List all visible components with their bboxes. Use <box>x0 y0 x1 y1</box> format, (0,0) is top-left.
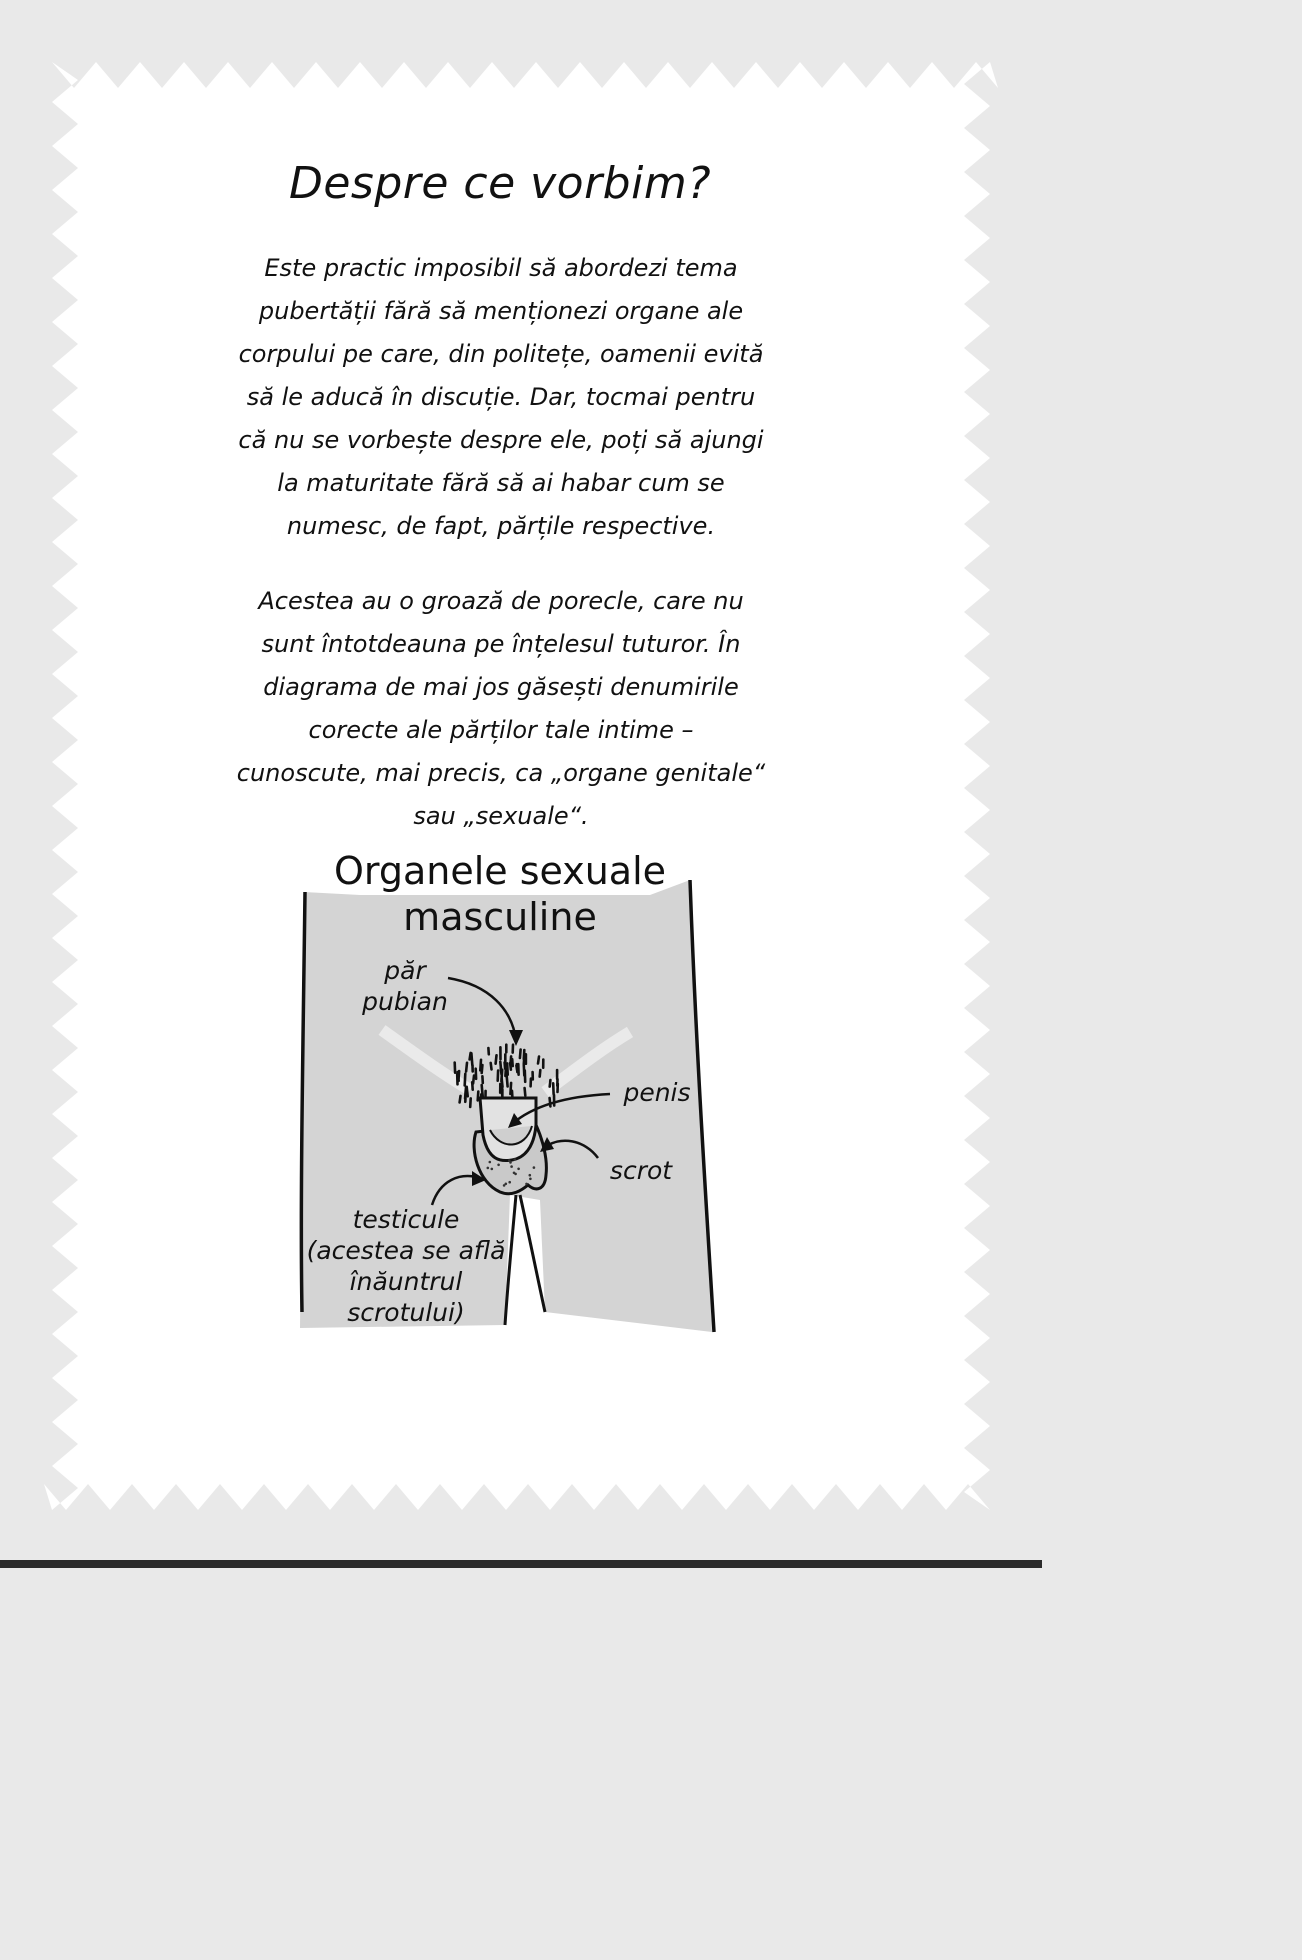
hair-stroke <box>511 1056 512 1064</box>
hair-stroke <box>538 1057 539 1064</box>
paragraph-2-line: sunt întotdeauna pe înțelesul tuturor. În <box>261 630 741 658</box>
bottom-edge-bar <box>0 1560 1042 1568</box>
texture-dot <box>508 1181 511 1184</box>
hair-stroke <box>478 1092 479 1101</box>
hair-stroke <box>550 1098 551 1106</box>
label-line: scrotului) <box>347 1298 465 1327</box>
hair-stroke <box>491 1063 492 1070</box>
label-scrot <box>596 1155 686 1186</box>
hair-stroke <box>460 1096 461 1103</box>
label-testicule <box>296 1204 516 1328</box>
label-line: pubian <box>362 987 448 1016</box>
paragraph-1-line: Este practic imposibil să abordezi tema <box>264 254 738 282</box>
label-line: păr <box>384 956 426 985</box>
hair-stroke <box>512 1059 513 1066</box>
texture-dot <box>513 1158 516 1161</box>
label-line: (acestea se află <box>306 1236 506 1265</box>
paragraph-1-line: la maturitate fără să ai habar cum se <box>277 469 725 497</box>
paragraph-2-line: corecte ale părților tale intime – <box>308 716 694 744</box>
paragraph-2-line: sau „sexuale“. <box>413 802 589 830</box>
texture-dot <box>517 1168 520 1171</box>
paragraph-1-line: pubertății fără să menționezi organe ale <box>258 297 744 325</box>
hair-stroke <box>525 1088 526 1095</box>
diagram-title-line: Organele sexuale <box>333 849 667 893</box>
hair-stroke <box>520 1050 521 1058</box>
hair-stroke <box>507 1076 508 1087</box>
hair-stroke <box>496 1055 497 1063</box>
texture-dot <box>513 1172 516 1175</box>
paragraph-1-line: corpului pe care, din politețe, oamenii evită <box>238 340 764 368</box>
label-penis <box>612 1077 702 1108</box>
hair-stroke <box>540 1070 541 1077</box>
label-par-pubian <box>350 955 460 1017</box>
paragraph-1 <box>216 247 786 548</box>
hair-stroke <box>467 1087 468 1097</box>
hair-stroke <box>507 1063 508 1074</box>
label-line: penis <box>623 1078 691 1107</box>
texture-dot <box>533 1166 536 1169</box>
paragraph-2-line: Acestea au o groază de porecle, care nu <box>258 587 744 615</box>
texture-dot <box>510 1165 513 1168</box>
hair-stroke <box>482 1065 483 1073</box>
hair-stroke <box>470 1053 471 1060</box>
hair-stroke <box>470 1098 471 1107</box>
texture-dot <box>529 1178 532 1181</box>
hair-stroke <box>465 1074 466 1086</box>
paragraph-1-line: numesc, de fapt, părțile respective. <box>286 512 716 540</box>
hair-stroke <box>516 1066 517 1073</box>
texture-dot <box>525 1183 528 1186</box>
label-line: scrot <box>609 1156 673 1185</box>
hair-stroke <box>501 1070 502 1081</box>
paragraph-2-line: cunoscute, mai precis, ca „organe genitale“ <box>236 759 766 787</box>
texture-dot <box>489 1161 492 1164</box>
hair-stroke <box>524 1054 525 1064</box>
texture-dot <box>503 1184 506 1187</box>
texture-dot <box>491 1168 494 1171</box>
paragraph-2 <box>216 580 786 838</box>
texture-dot <box>487 1167 490 1170</box>
page-title: Despre ce vorbim? <box>288 158 712 209</box>
label-line: testicule <box>352 1205 460 1234</box>
texture-dot <box>509 1161 512 1164</box>
hair-stroke <box>550 1080 551 1087</box>
diagram-title-line: masculine <box>403 895 597 939</box>
label-line: înăuntrul <box>349 1267 463 1296</box>
paragraph-1-line: că nu se vorbește despre ele, poți să ajungi <box>238 426 764 454</box>
paragraph-2-line: diagrama de mai jos găsești denumirile <box>263 673 739 701</box>
paragraph-1-line: să le aducă în discuție. Dar, tocmai pentru <box>246 383 756 411</box>
hair-stroke <box>472 1082 473 1089</box>
hair-stroke <box>458 1072 459 1081</box>
texture-dot <box>497 1164 500 1167</box>
texture-dot <box>529 1174 532 1177</box>
hair-stroke <box>466 1063 467 1072</box>
diagram-title <box>300 848 700 940</box>
hair-stroke <box>524 1065 525 1076</box>
